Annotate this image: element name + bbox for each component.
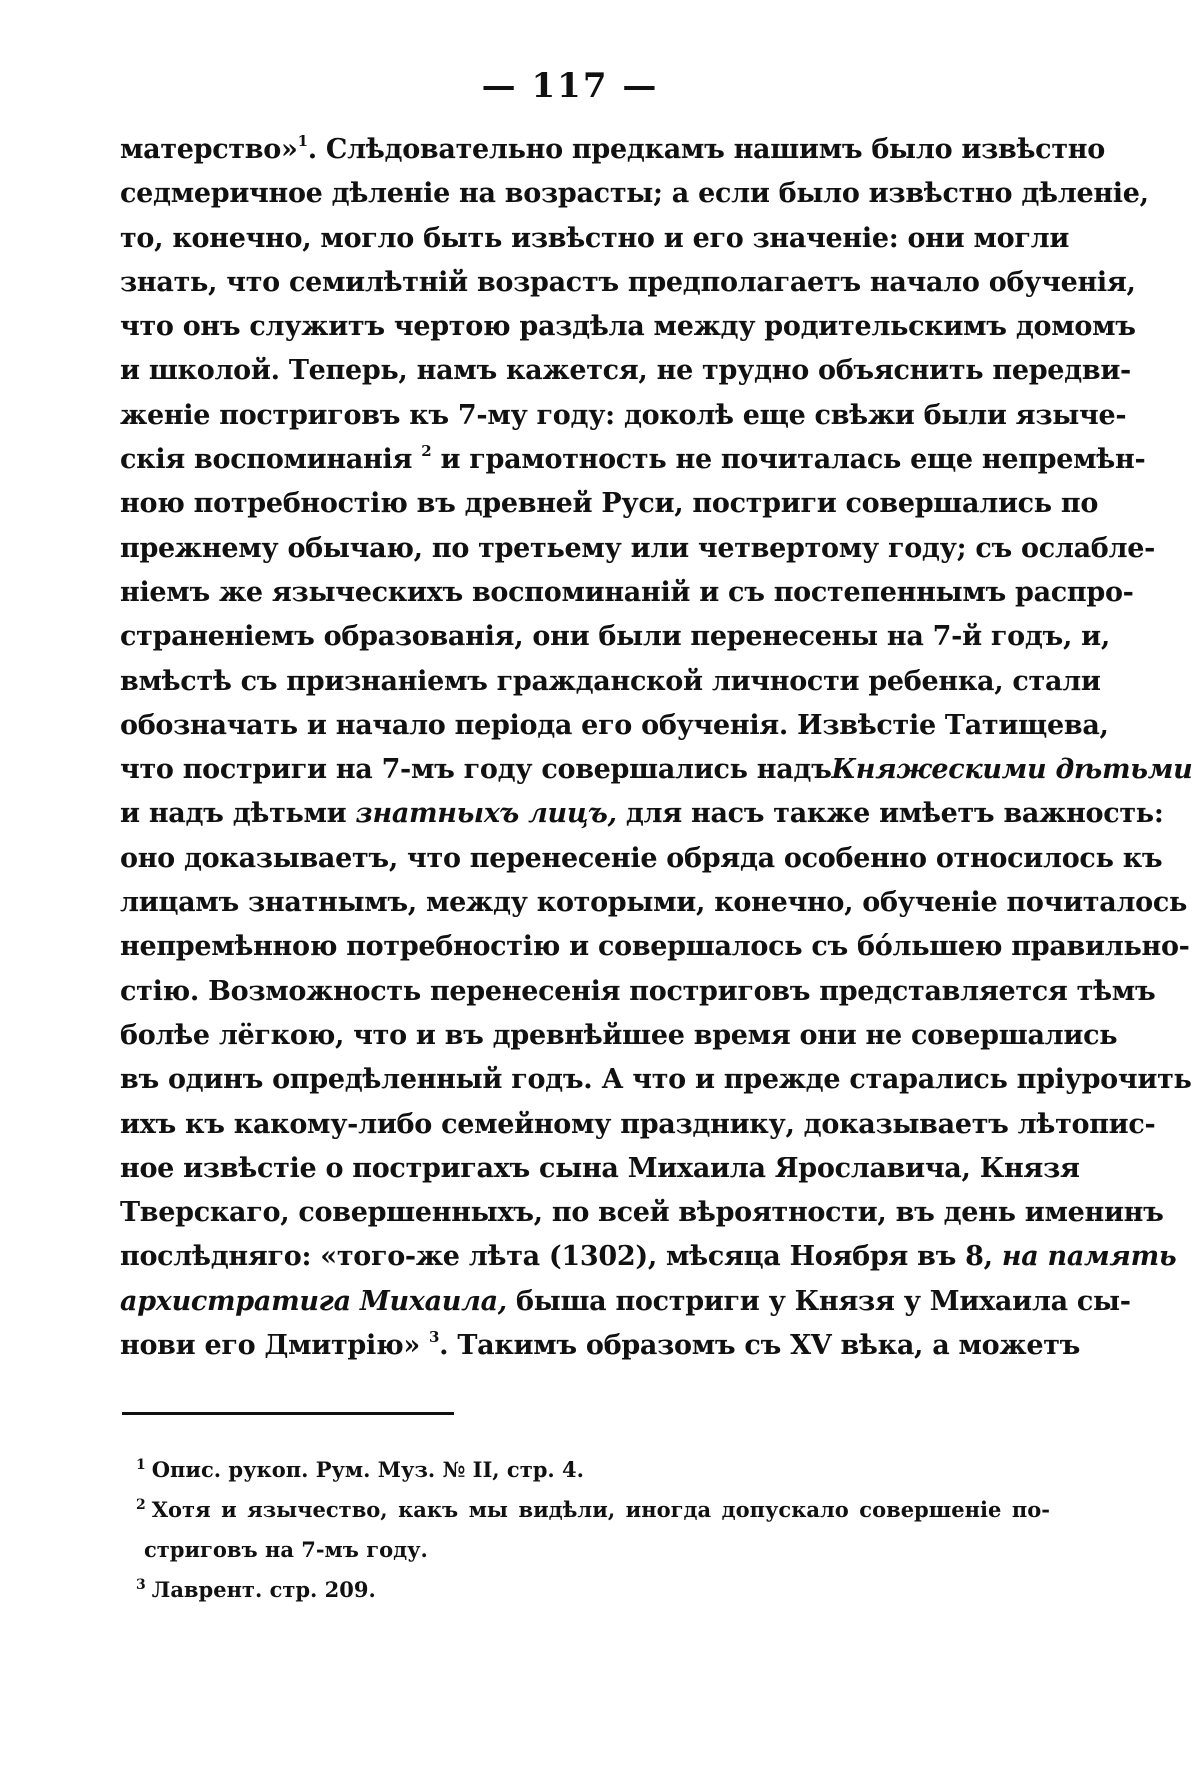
text-line xyxy=(120,438,1146,482)
text-line: ною потребностію въ древней Руси, постриги совершались по xyxy=(120,488,1099,520)
text-line: страненіемъ образованія, они были перенесены на 7-й годъ, и, xyxy=(120,621,1110,653)
footnote-text: Опис. рукоп. Рум. Муз. № II, стр. 4. xyxy=(151,1457,584,1482)
text-run: послѣдняго: «того-же лѣта (1302), мѣсяца Ноября въ 8, xyxy=(120,1241,993,1273)
text-run: что постриги на 7-мъ году совершались надъ xyxy=(120,754,832,786)
text-line: лицамъ знатнымъ, между которыми, конечно, обученіе почиталось xyxy=(120,887,1188,919)
footnote-2 xyxy=(120,1490,1050,1530)
italic-run: на память xyxy=(1001,1241,1177,1273)
text-line: оно доказываетъ, что перенесеніе обряда особенно относилось къ xyxy=(120,842,1163,874)
footnote-2-continuation: стриговъ на 7-мъ году. xyxy=(144,1537,428,1562)
text-line xyxy=(120,1235,1177,1279)
italic-run: Княжескими дѣтьми xyxy=(831,754,1192,786)
footnote-ref[interactable]: 2 xyxy=(421,442,432,461)
italic-run: архистратига Михаила, xyxy=(120,1285,507,1317)
text-run: нови его Дмитрію» xyxy=(120,1330,420,1362)
text-run: и надъ дѣтьми xyxy=(120,798,347,830)
footnote-ref[interactable]: 1 xyxy=(297,132,308,150)
footnote-3 xyxy=(120,1570,1050,1610)
text-line: то, конечно, могло быть извѣстно и его значеніе: они могли xyxy=(120,222,1070,254)
footnote-ref[interactable]: 3 xyxy=(429,1328,440,1347)
page-number: — 117 — xyxy=(481,66,659,106)
text-run: для насъ также имѣетъ важность: xyxy=(625,798,1164,830)
body-text xyxy=(120,128,1192,1368)
text-line: и школой. Теперь, намъ кажется, не трудно объяснить передви- xyxy=(120,355,1131,387)
footnote-mark: 3 xyxy=(136,1577,146,1593)
text-line: въ одинъ опредѣленный годъ. А что и прежде старались пріурочить xyxy=(120,1064,1192,1096)
footnote-divider xyxy=(122,1412,454,1415)
footnote-1 xyxy=(120,1450,1050,1490)
text-run: скія воспоминанія xyxy=(120,444,413,476)
footnote-mark: 1 xyxy=(136,1457,146,1473)
text-line xyxy=(120,128,1105,172)
text-line: болѣе лёгкою, что и въ древнѣйшее время они не совершались xyxy=(120,1019,1118,1051)
italic-run: знатныхъ лицъ, xyxy=(355,798,617,830)
text-line: ніемъ же языческихъ воспоминаній и съ постепеннымъ распро- xyxy=(120,576,1134,608)
text-line: ихъ къ какому-либо семейному празднику, доказываетъ лѣтопис- xyxy=(120,1108,1156,1140)
text-line xyxy=(120,792,1164,836)
text-run: . Такимъ образомъ съ XV вѣка, а можетъ xyxy=(439,1330,1081,1362)
text-line: непремѣнною потребностію и совершалось съ бо́льшею правильно- xyxy=(120,931,1190,963)
text-line: прежнему обычаю, по третьему или четвертому году; съ ослабле- xyxy=(120,532,1156,564)
text-run: . Слѣдовательно предкамъ нашимъ было извѣстно xyxy=(307,134,1105,165)
text-line: седмеричное дѣленіе на возрасты; а если было извѣстно дѣленіе, xyxy=(120,178,1149,210)
text-line: Тверскаго, совершенныхъ, по всей вѣроятности, въ день именинъ xyxy=(120,1197,1164,1229)
text-line: стію. Возможность перенесенія постриговъ представляется тѣмъ xyxy=(120,975,1156,1007)
text-line xyxy=(120,1324,1081,1368)
footnote-mark: 2 xyxy=(136,1497,146,1513)
text-run: быша постриги у Князя у Михаила сы- xyxy=(515,1285,1131,1317)
footnotes xyxy=(120,1450,1050,1610)
text-line: что онъ служитъ чертою раздѣла между родительскимъ домомъ xyxy=(120,311,1136,343)
text-line: знать, что семилѣтній возрастъ предполагаетъ начало обученія, xyxy=(120,266,1136,298)
footnote-text: Лаврент. стр. 209. xyxy=(151,1577,376,1602)
text-line: женіе постриговъ къ 7-му году: доколѣ еще свѣжи были языче- xyxy=(120,399,1127,431)
footnote-text: Хотя и язычество, какъ мы видѣли, иногда допускало совершеніе по- xyxy=(151,1497,1050,1522)
text-line: обозначать и начало періода его обученія. Извѣстіе Татищева, xyxy=(120,709,1109,741)
text-run: и грамотность не почиталась еще непремѣн- xyxy=(440,444,1146,476)
text-line xyxy=(120,748,1192,792)
text-run: матерство» xyxy=(120,134,298,165)
text-line xyxy=(120,1280,1131,1324)
text-line: вмѣстѣ съ признаніемъ гражданской личности ребенка, стали xyxy=(120,665,1101,697)
text-line: ное извѣстіе о постригахъ сына Михаила Ярославича, Князя xyxy=(120,1152,1080,1184)
